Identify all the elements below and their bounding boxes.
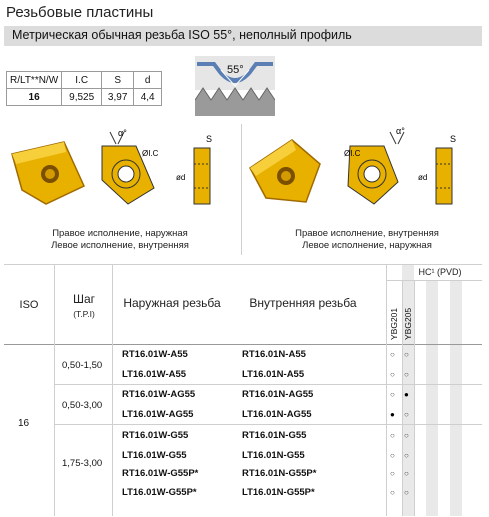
pitch-group-3: 1,75-3,00	[62, 458, 103, 469]
left-ic-label: ØI.C	[142, 149, 159, 158]
page-subtitle: Метрическая обычная резьба ISO 55°, неполный профиль	[12, 28, 352, 42]
spec-value-d: 4,4	[134, 89, 162, 106]
internal-code: LT16.01N-AG55	[242, 409, 312, 420]
insert-figure-left	[6, 124, 238, 224]
col-header-iso: ISO	[19, 299, 39, 311]
left-caption-line2: Левое исполнение, внутренняя	[51, 240, 189, 251]
extra-col-3-bg	[414, 280, 426, 516]
pitch-group-2: 0,50-3,00	[62, 400, 103, 411]
extra-col-6-bg	[450, 280, 462, 516]
page-title: Резьбовые пластины	[6, 4, 154, 21]
group-line-2	[54, 424, 482, 425]
internal-code: LT16.01N-G55P*	[242, 487, 315, 498]
grade2-mark: ○	[404, 488, 409, 497]
col-line-codes	[386, 264, 387, 516]
group-line-1	[54, 384, 482, 385]
extra-col-5-bg	[438, 280, 450, 516]
grade2-mark: ○	[404, 370, 409, 379]
external-code: LT16.01W-G55P*	[122, 487, 197, 498]
insert-photo-right	[250, 140, 320, 202]
left-s-label: S	[206, 134, 213, 144]
left-caption-line1: Правое исполнение, наружная	[52, 228, 188, 239]
profile-angle-label: 55°	[227, 64, 244, 76]
extra-col-7-bg	[462, 280, 482, 516]
col-header-pitch-sub: (T.P.I)	[73, 309, 95, 319]
internal-code: LT16.01N-G55	[242, 450, 305, 461]
col-line-grade2	[414, 280, 415, 516]
internal-code: RT16.01N-A55	[242, 349, 306, 360]
external-code: RT16.01W-G55	[122, 430, 189, 441]
coating-group-line	[386, 280, 482, 281]
profile-thread-teeth	[195, 88, 275, 116]
external-code: LT16.01W-AG55	[122, 409, 194, 420]
insert-drawing-left	[102, 128, 159, 204]
grade-header-ybg201: YBG201	[389, 307, 399, 340]
insert-side-view-left	[176, 134, 212, 204]
col-header-internal: Внутренняя резьба	[249, 296, 357, 310]
spec-header-d: d	[134, 72, 162, 89]
spec-table	[6, 71, 162, 106]
grade1-mark: ○	[390, 451, 395, 460]
internal-code: RT16.01N-G55P*	[242, 468, 317, 479]
spec-value-ic: 9,525	[62, 89, 102, 106]
grade2-mark: ●	[404, 390, 409, 399]
right-caption-line2: Левое исполнение, наружная	[302, 240, 432, 251]
right-s-label: S	[450, 134, 457, 144]
grade2-mark: ○	[404, 350, 409, 359]
iso-value: 16	[18, 418, 30, 429]
grade1-mark: ○	[390, 431, 395, 440]
external-code: LT16.01W-A55	[122, 369, 187, 380]
left-alpha-label: α°	[118, 128, 127, 138]
external-code: LT16.01W-G55	[122, 450, 187, 461]
grade2-mark: ○	[404, 451, 409, 460]
col-line-pitch	[112, 264, 113, 516]
extra-col-4-bg	[426, 280, 438, 516]
internal-code: RT16.01N-G55	[242, 430, 307, 441]
right-d-label: ød	[418, 173, 428, 182]
col-header-external: Наружная резьба	[123, 296, 221, 310]
col-line-iso	[54, 264, 55, 516]
thread-profile-diagram	[195, 56, 275, 120]
grade1-mark: ○	[390, 390, 395, 399]
external-code: RT16.01W-AG55	[122, 389, 196, 400]
grade1-mark: ●	[390, 410, 395, 419]
pitch-group-1: 0,50-1,50	[62, 360, 103, 371]
figure-separator	[241, 124, 242, 255]
header-bottom-line	[4, 344, 482, 345]
grade2-mark: ○	[404, 431, 409, 440]
grade1-mark: ○	[390, 370, 395, 379]
right-ic-label: ØI.C	[344, 149, 361, 158]
right-alpha-label: α°	[396, 126, 405, 136]
grade-header-ybg205: YBG205	[403, 307, 413, 340]
internal-code: LT16.01N-A55	[242, 369, 305, 380]
insert-figure-right	[246, 124, 482, 224]
right-caption-line1: Правое исполнение, внутренняя	[295, 228, 439, 239]
right-caption	[262, 228, 472, 252]
grade1-mark: ○	[390, 469, 395, 478]
spec-value-model: 16	[7, 89, 62, 106]
insert-photo-left	[12, 142, 84, 204]
insert-drawing-right	[344, 126, 405, 204]
spec-header-model: R/LT**N/W	[7, 72, 62, 89]
external-code: RT16.01W-G55P*	[122, 468, 199, 479]
subtitle-bar	[4, 26, 482, 46]
spec-value-s: 3,97	[102, 89, 134, 106]
grade2-mark: ○	[404, 469, 409, 478]
grade1-mark: ○	[390, 350, 395, 359]
grade2-mark: ○	[404, 410, 409, 419]
spec-header-ic: I.C	[62, 72, 102, 89]
coating-group-header: HC¹ (PVD)	[418, 267, 462, 277]
internal-code: RT16.01N-AG55	[242, 389, 314, 400]
col-header-pitch: Шаг	[72, 292, 96, 306]
left-caption	[20, 228, 220, 252]
spec-header-s: S	[102, 72, 134, 89]
left-d-label: ød	[176, 173, 186, 182]
insert-side-view-right	[418, 134, 456, 204]
table-top-line	[4, 264, 482, 265]
external-code: RT16.01W-A55	[122, 349, 188, 360]
grade1-mark: ○	[390, 488, 395, 497]
